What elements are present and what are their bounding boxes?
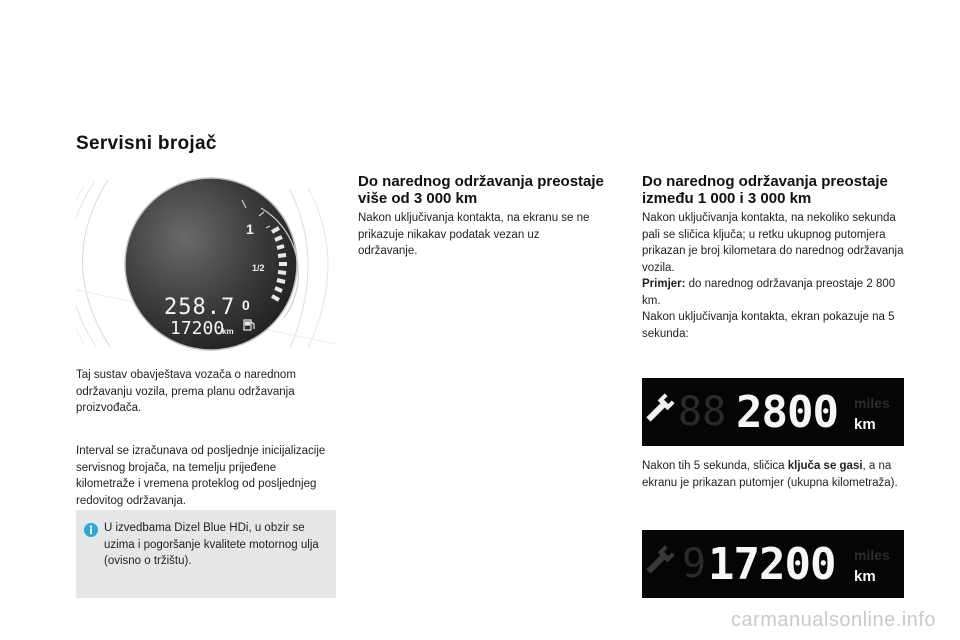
- interval-paragraph: Interval se izračunava od posljednje inicijalizacije servisnog brojača, na temelju prijeđene kilometraže i vremena proteklog od posljednjeg redovitog održavanja.: [76, 445, 326, 507]
- gauge-mark-half: 1/2: [252, 263, 265, 273]
- example-text: do narednog održavanja preostaje 2 800 km.: [642, 278, 896, 307]
- watermark-text: carmanualsonline.info: [730, 609, 936, 631]
- odometer-display: [642, 530, 904, 598]
- right-paragraph-2: Nakon uključivanja kontakta, ekran pokazuje na 5 sekunda:: [642, 311, 895, 340]
- heading-between-1000-3000: Do narednog održavanja preostaje između 1 000 i 3 000 km: [642, 173, 888, 207]
- gauge-mark-empty: 0: [242, 297, 250, 313]
- odometer-value: 17200: [708, 539, 836, 590]
- service-display-with-wrench: [642, 378, 904, 446]
- after-text-bold: ključa se gasi: [787, 460, 863, 472]
- ghost-digits: 88: [678, 389, 727, 435]
- odometer-unit: km: [222, 327, 234, 336]
- faded-wrench-icon: [643, 545, 674, 576]
- page-title: Servisni brojač: [76, 133, 217, 154]
- wrench-icon: [643, 393, 674, 424]
- trip-readout: 258.7: [164, 295, 236, 320]
- after-text-pre: Nakon tih 5 sekunda, sličica: [642, 460, 788, 472]
- after-5-seconds-paragraph: [642, 458, 910, 491]
- ghost-unit-miles: miles: [854, 547, 890, 563]
- ghost-digit: 9: [682, 541, 707, 587]
- after-text-post: , a na ekranu je prikazan putomjer (ukupna kilometraža).: [642, 460, 898, 489]
- fuel-gauge-graphic: [76, 172, 336, 352]
- heading-more-than-3000: Do narednog održavanja preostaje više od 3 000 km: [358, 173, 604, 207]
- example-label: Primjer:: [642, 278, 686, 290]
- instrument-cluster-illustration: [76, 172, 336, 352]
- distance-unit: km: [854, 416, 876, 433]
- info-note-text: U izvedbama Dizel Blue HDi, u obzir se uzima i pogoršanje kvalitete motornog ulja (ovisno o tržištu).: [104, 522, 319, 567]
- odometer-readout: 17200: [170, 318, 225, 339]
- info-icon: [84, 523, 98, 542]
- remaining-distance-value: 2800: [736, 387, 838, 438]
- intro-paragraph: Taj sustav obavještava vozača o narednom održavanju vozila, prema planu održavanja proizvođača.: [76, 369, 296, 414]
- middle-paragraph: Nakon uključivanja kontakta, na ekranu se ne prikazuje nikakav podatak vezan uz održavanje.: [358, 212, 590, 257]
- right-paragraph-1: Nakon uključivanja kontakta, na nekoliko sekunda pali se sličica ključa; u retku ukupnog putomjera prikazan je broj kilometara do narednog održavanja vozila.: [642, 212, 904, 274]
- ghost-unit-miles: miles: [854, 395, 890, 411]
- distance-unit: km: [854, 568, 876, 585]
- right-text-block: [642, 210, 910, 342]
- gauge-mark-full: 1: [246, 221, 254, 237]
